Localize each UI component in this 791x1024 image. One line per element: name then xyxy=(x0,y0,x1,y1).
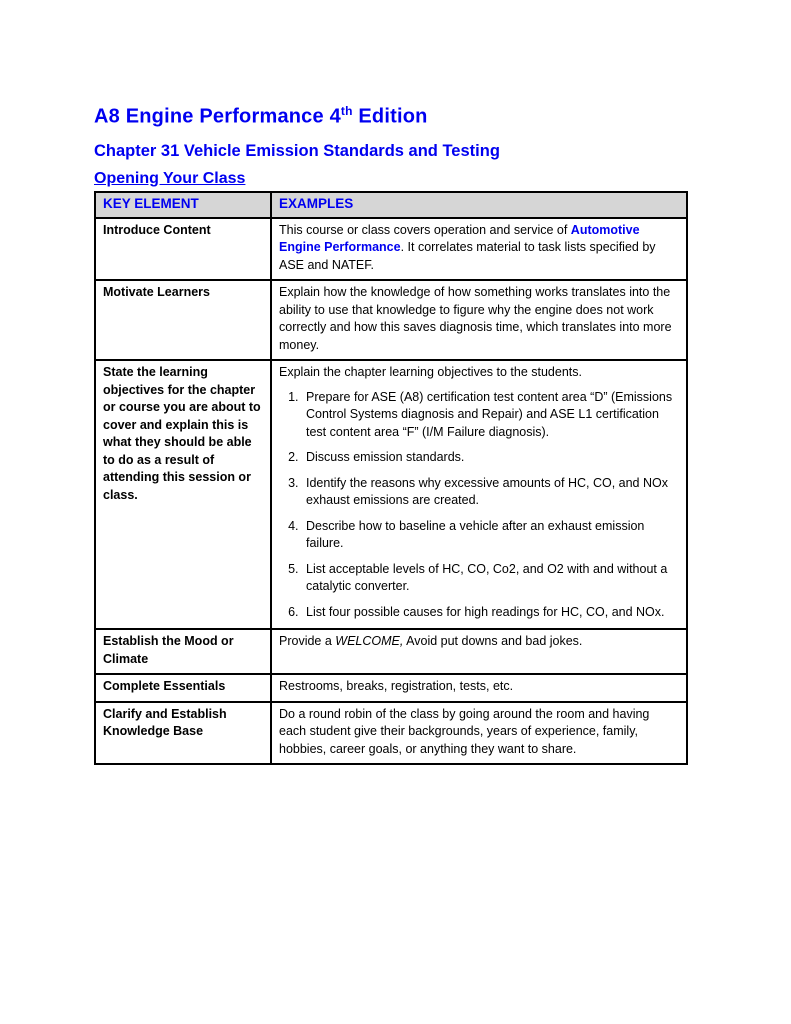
lesson-plan-table xyxy=(94,191,688,765)
examples-cell xyxy=(271,360,687,629)
table-row-learning-objectives xyxy=(95,360,687,629)
examples-cell: Restrooms, breaks, registration, tests, etc. xyxy=(271,674,687,702)
objective-item: 1. Prepare for ASE (A8) certification test content area “D” (Emissions Control Systems diagnosis and Repair) and ASE L1 certification test content area “F” (I/M Failure diagnosis). xyxy=(302,389,679,442)
text-segment: Avoid put downs and bad jokes. xyxy=(403,634,583,649)
objective-item: 5. List acceptable levels of HC, CO, Co2, and O2 with and without a catalytic converter. xyxy=(302,561,679,596)
table-row-motivate-learners xyxy=(95,280,687,360)
document-title-rest: Edition xyxy=(352,105,428,128)
examples-cell: Explain how the knowledge of how something works translates into the ability to use that knowledge to figure why the engine does not work correctly and how this saves diagnosis time, which translates into more money. xyxy=(271,280,687,360)
table-header-row xyxy=(95,192,687,218)
text-segment-italic: WELCOME, xyxy=(335,634,404,649)
table-row-clarify-knowledge-base xyxy=(95,702,687,765)
text-segment: . It correlates material to task lists specified by ASE and NATEF. xyxy=(279,240,656,272)
objective-item: 4. Describe how to baseline a vehicle after an exhaust emission failure. xyxy=(302,518,679,553)
key-element-column-header: KEY ELEMENT xyxy=(95,192,271,218)
examples-cell xyxy=(271,218,687,281)
document-title xyxy=(94,104,791,129)
objective-item: 2. Discuss emission standards. xyxy=(302,449,679,467)
objectives-intro: Explain the chapter learning objectives to the students. xyxy=(279,365,582,380)
table-row-establish-mood xyxy=(95,629,687,674)
examples-column-header: EXAMPLES xyxy=(271,192,687,218)
chapter-heading: Chapter 31 Vehicle Emission Standards and Testing xyxy=(94,141,500,160)
text-segment: This course or class covers operation and service of xyxy=(279,222,571,237)
objectives-list xyxy=(279,389,679,622)
key-cell: Motivate Learners xyxy=(95,280,271,360)
document-title-superscript: th xyxy=(340,104,353,118)
table-row-introduce-content xyxy=(95,218,687,281)
document-title-main: A8 Engine Performance 4 xyxy=(94,105,341,128)
key-cell: Establish the Mood or Climate xyxy=(95,629,271,674)
key-cell: State the learning objectives for the chapter or course you are about to cover and explain this is what they should be able to do as a result of attending this session or class. xyxy=(95,360,271,629)
key-cell: Complete Essentials xyxy=(95,674,271,702)
objective-item: 3. Identify the reasons why excessive amounts of HC, CO, and NOx exhaust emissions are created. xyxy=(302,475,679,510)
examples-cell: Do a round robin of the class by going around the room and having each student give their backgrounds, years of experience, family, hobbies, career goals, or anything they want to share. xyxy=(271,702,687,765)
key-cell: Introduce Content xyxy=(95,218,271,281)
text-segment-highlight: Automotive Engine Performance xyxy=(279,222,640,255)
section-heading: Opening Your Class xyxy=(94,169,246,187)
objective-item: 6. List four possible causes for high readings for HC, CO, and NOx. xyxy=(302,604,679,622)
text-segment: Provide a xyxy=(279,634,336,649)
examples-cell xyxy=(271,629,687,674)
key-cell: Clarify and Establish Knowledge Base xyxy=(95,702,271,765)
table-row-complete-essentials xyxy=(95,674,687,702)
